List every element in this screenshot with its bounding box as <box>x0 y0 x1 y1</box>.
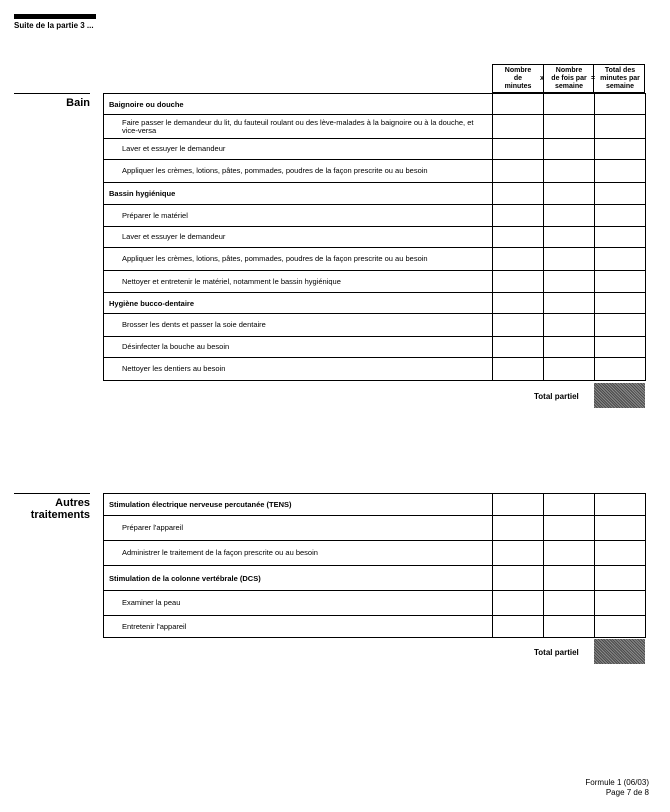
minutes-cell[interactable] <box>493 160 544 183</box>
bain-table <box>103 93 646 381</box>
bain-total-label: Total partiel <box>534 392 579 401</box>
total-minutes-cell[interactable] <box>595 248 646 271</box>
task-row <box>104 248 646 271</box>
total-minutes-cell[interactable] <box>595 183 646 205</box>
total-minutes-cell[interactable] <box>595 358 646 381</box>
times-per-week-cell[interactable] <box>544 494 595 516</box>
multiply-sign: x <box>540 75 544 82</box>
minutes-cell[interactable] <box>493 205 544 227</box>
times-per-week-cell[interactable] <box>544 183 595 205</box>
minutes-cell[interactable] <box>493 591 544 616</box>
task-row <box>104 591 646 616</box>
task-label: Nettoyer et entretenir le matériel, notamment le bassin hygiénique <box>104 271 493 293</box>
autres-table <box>103 493 646 638</box>
task-row <box>104 115 646 139</box>
form-number: Formule 1 (06/03) <box>585 778 649 787</box>
minutes-cell[interactable] <box>493 227 544 248</box>
times-per-week-cell[interactable] <box>544 337 595 358</box>
task-row <box>104 205 646 227</box>
page-number: Page 7 de 8 <box>605 788 649 797</box>
task-label: Désinfecter la bouche au besoin <box>104 337 493 358</box>
minutes-cell[interactable] <box>493 494 544 516</box>
task-label: Laver et essuyer le demandeur <box>104 227 493 248</box>
total-minutes-cell[interactable] <box>595 591 646 616</box>
times-per-week-cell[interactable] <box>544 94 595 115</box>
section-label-bain: Bain <box>66 97 90 109</box>
subsection-row <box>104 94 646 115</box>
total-minutes-cell[interactable] <box>595 516 646 541</box>
minutes-cell[interactable] <box>493 516 544 541</box>
times-per-week-cell[interactable] <box>544 248 595 271</box>
task-row <box>104 516 646 541</box>
subsection-heading: Stimulation de la colonne vertébrale (DCS) <box>104 566 493 591</box>
minutes-cell[interactable] <box>493 616 544 638</box>
bain-rule <box>14 93 90 94</box>
times-per-week-cell[interactable] <box>544 115 595 139</box>
times-per-week-cell[interactable] <box>544 314 595 337</box>
bain-total-cell[interactable] <box>594 383 645 408</box>
total-minutes-cell[interactable] <box>595 541 646 566</box>
col-header-minutes: Nombre de minutes <box>504 67 532 90</box>
task-label: Appliquer les crèmes, lotions, pâtes, pommades, poudres de la façon prescrite ou au besoin <box>104 160 493 183</box>
task-row <box>104 337 646 358</box>
minutes-cell[interactable] <box>493 271 544 293</box>
task-label: Appliquer les crèmes, lotions, pâtes, pommades, poudres de la façon prescrite ou au besoin <box>104 248 493 271</box>
task-label: Préparer le matériel <box>104 205 493 227</box>
total-minutes-cell[interactable] <box>595 139 646 160</box>
minutes-cell[interactable] <box>493 358 544 381</box>
task-row <box>104 616 646 638</box>
minutes-cell[interactable] <box>493 337 544 358</box>
task-label: Nettoyer les dentiers au besoin <box>104 358 493 381</box>
subsection-heading: Bassin hygiénique <box>104 183 493 205</box>
continuation-note: Suite de la partie 3 ... <box>14 21 94 30</box>
total-minutes-cell[interactable] <box>595 160 646 183</box>
total-minutes-cell[interactable] <box>595 227 646 248</box>
total-minutes-cell[interactable] <box>595 337 646 358</box>
total-minutes-cell[interactable] <box>595 94 646 115</box>
minutes-cell[interactable] <box>493 566 544 591</box>
autres-total-label: Total partiel <box>534 648 579 657</box>
task-row <box>104 139 646 160</box>
minutes-cell[interactable] <box>493 94 544 115</box>
minutes-cell[interactable] <box>493 314 544 337</box>
minutes-cell[interactable] <box>493 541 544 566</box>
times-per-week-cell[interactable] <box>544 293 595 314</box>
subsection-row <box>104 183 646 205</box>
task-label: Faire passer le demandeur du lit, du fauteuil roulant ou des lève-malades à la baignoire ou à la douche, et vice-versa <box>104 115 493 139</box>
times-per-week-cell[interactable] <box>544 227 595 248</box>
subsection-heading: Hygiène bucco-dentaire <box>104 293 493 314</box>
task-row <box>104 358 646 381</box>
task-row <box>104 541 646 566</box>
total-minutes-cell[interactable] <box>595 205 646 227</box>
subsection-heading: Stimulation électrique nerveuse percutanée (TENS) <box>104 494 493 516</box>
minutes-cell[interactable] <box>493 293 544 314</box>
subsection-row <box>104 494 646 516</box>
col-header-times: Nombre de fois par semaine <box>551 67 587 90</box>
total-minutes-cell[interactable] <box>595 115 646 139</box>
total-minutes-cell[interactable] <box>595 271 646 293</box>
col-header-total: Total des minutes par semaine <box>600 67 640 90</box>
equals-sign: = <box>591 75 596 82</box>
times-per-week-cell[interactable] <box>544 566 595 591</box>
times-per-week-cell[interactable] <box>544 139 595 160</box>
times-per-week-cell[interactable] <box>544 205 595 227</box>
autres-rule <box>14 493 90 494</box>
minutes-cell[interactable] <box>493 115 544 139</box>
total-minutes-cell[interactable] <box>595 494 646 516</box>
times-per-week-cell[interactable] <box>544 271 595 293</box>
minutes-cell[interactable] <box>493 183 544 205</box>
task-label: Entretenir l'appareil <box>104 616 493 638</box>
section-label-autres: Autres traitements <box>30 497 90 521</box>
subsection-heading: Baignoire ou douche <box>104 94 493 115</box>
task-label: Examiner la peau <box>104 591 493 616</box>
header-bar <box>14 14 96 19</box>
total-minutes-cell[interactable] <box>595 616 646 638</box>
subsection-row <box>104 566 646 591</box>
times-per-week-cell[interactable] <box>544 541 595 566</box>
task-label: Brosser les dents et passer la soie dentaire <box>104 314 493 337</box>
subsection-row <box>104 293 646 314</box>
task-row <box>104 160 646 183</box>
total-minutes-cell[interactable] <box>595 566 646 591</box>
task-label: Préparer l'appareil <box>104 516 493 541</box>
minutes-cell[interactable] <box>493 139 544 160</box>
task-row <box>104 271 646 293</box>
task-row <box>104 314 646 337</box>
times-per-week-cell[interactable] <box>544 591 595 616</box>
autres-total-cell[interactable] <box>594 639 645 664</box>
total-minutes-cell[interactable] <box>595 293 646 314</box>
task-row <box>104 227 646 248</box>
column-header-grid <box>492 64 645 93</box>
total-minutes-cell[interactable] <box>595 314 646 337</box>
task-label: Administrer le traitement de la façon prescrite ou au besoin <box>104 541 493 566</box>
task-label: Laver et essuyer le demandeur <box>104 139 493 160</box>
times-per-week-cell[interactable] <box>544 358 595 381</box>
times-per-week-cell[interactable] <box>544 616 595 638</box>
times-per-week-cell[interactable] <box>544 160 595 183</box>
minutes-cell[interactable] <box>493 248 544 271</box>
times-per-week-cell[interactable] <box>544 516 595 541</box>
